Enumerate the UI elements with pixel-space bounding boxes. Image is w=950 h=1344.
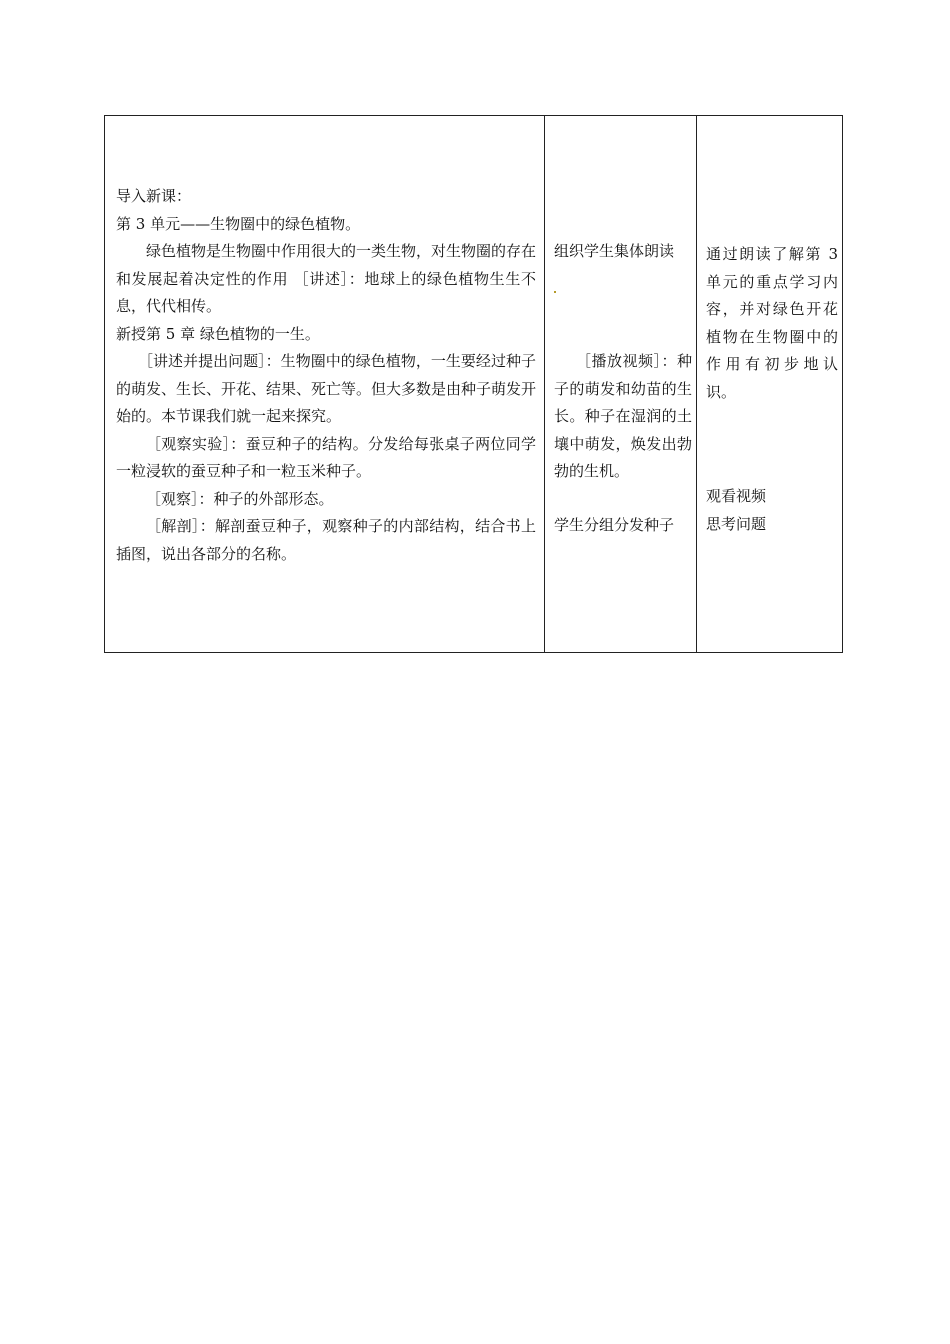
paragraph: ［解剖］：解剖蚕豆种子，观察种子的内部结构，结合书上插图，说出各部分的名称。 [116,517,536,563]
student-activity-think: 思考问题 [706,514,767,533]
activity-text: 组织学生集体朗读 [554,242,675,260]
chapter-title: 新授第 5 章 绿色植物的一生。 [116,324,320,343]
paragraph: ［讲述并提出问题］：生物圈中的绿色植物，一生要经过种子的萌发、生长、开花、结果、死亡等。但大多数是由种子萌发开始的。本节课我们就一起来探究。 [116,352,537,425]
design-intent-cell [706,241,838,406]
lesson-plan-table [104,115,843,653]
teacher-activity-distribute [554,512,692,540]
paragraph: 绿色植物是生物圈中作用很大的一类生物，对生物圈的存在和发展起着决定性的作用 ［讲述］：地球上的绿色植物生生不息，代代相传。 [116,242,537,315]
paragraph: ［观察］：种子的外部形态。 [146,489,334,508]
intent-text: 通过朗读了解第 3 单元的重点学习内容，并对绿色开花植物在生物圈中的作用有初步地认识。 [706,245,838,401]
activity-text: 学生分组分发种子 [554,516,675,534]
teacher-activity-read [554,238,692,293]
unit-title: 第 3 单元——生物圈中的绿色植物。 [116,214,361,233]
paragraph: ［观察实验］：蚕豆种子的结构。分发给每张桌子两位同学一粒浸软的蚕豆种子和一粒玉米种子。 [116,434,536,480]
section-heading: 导入新课： [116,187,192,205]
teaching-content-cell [116,183,536,568]
column-divider [544,116,545,652]
student-activity-cell [706,483,838,538]
teacher-activity-video [554,348,692,486]
student-activity-watch: 观看视频 [706,487,767,505]
activity-text: ［播放视频］：种子的萌发和幼苗的生长。种子在湿润的土壤中萌发，焕发出勃勃的生机。 [554,352,692,480]
column-divider [696,116,697,652]
mark-dot [554,291,556,293]
